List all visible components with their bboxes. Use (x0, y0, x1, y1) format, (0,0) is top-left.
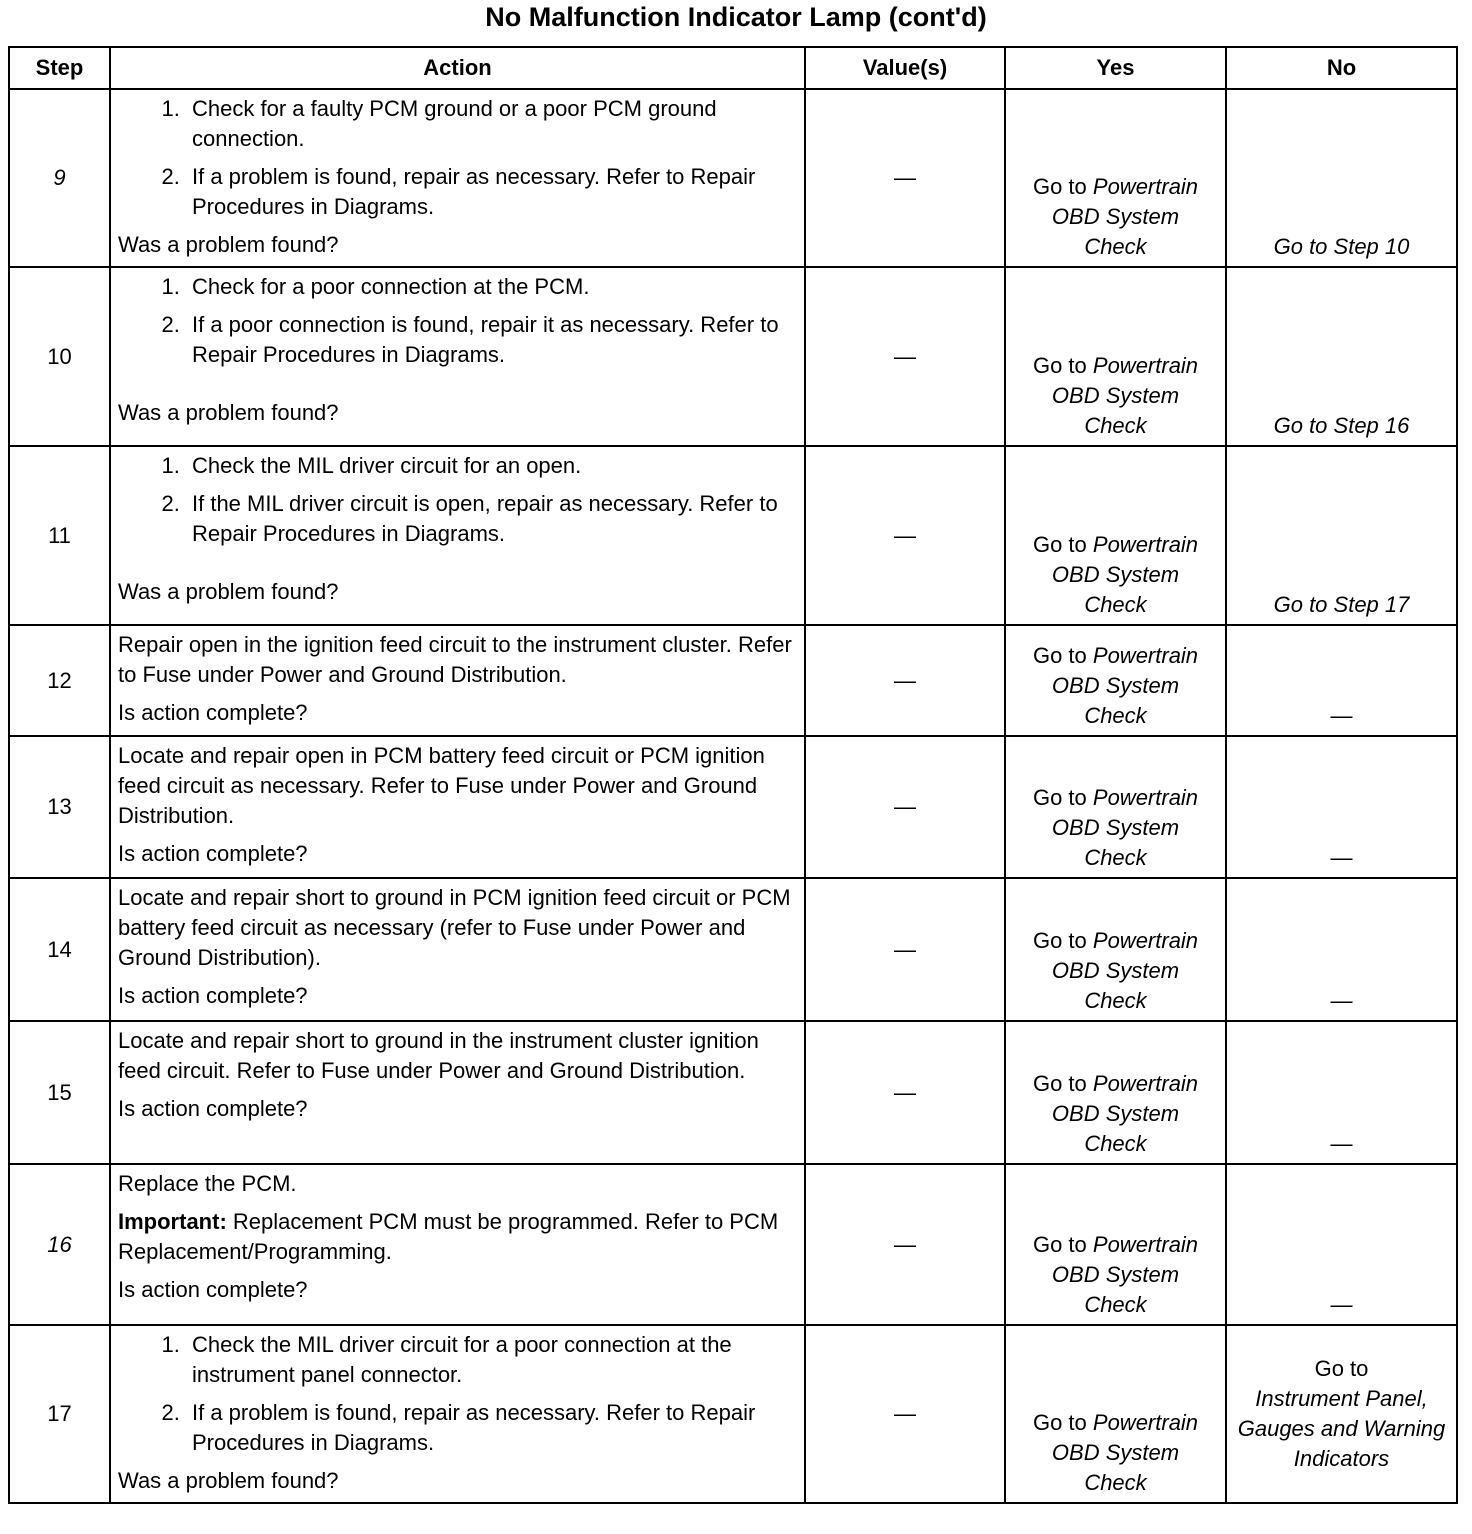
go-to-text: Go to (1032, 1071, 1087, 1096)
step-number: 16 (9, 1164, 110, 1325)
yes-target: Check (1084, 1292, 1147, 1317)
yes-target: OBD System (1051, 1101, 1180, 1126)
yes-cell (1005, 736, 1226, 878)
list-item: 1. Check for a poor connection at the PCM. (186, 272, 798, 302)
action-cell (110, 1325, 805, 1503)
no-cell: — (1226, 878, 1457, 1021)
value-cell: — (805, 736, 1005, 878)
no-cell: — (1226, 625, 1457, 736)
table-row (9, 625, 1457, 736)
action-cell (110, 1021, 805, 1164)
yes-cell (1005, 267, 1226, 446)
header-step: Step (9, 47, 110, 89)
value-cell: — (805, 878, 1005, 1021)
list-item: 2. If the MIL driver circuit is open, repair as necessary. Refer to Repair Procedures in Diagrams. (186, 489, 798, 549)
yes-cell (1005, 1164, 1226, 1325)
value-cell: — (805, 625, 1005, 736)
yes-target: OBD System (1051, 1262, 1180, 1287)
action-list (118, 272, 798, 370)
question-text: Is action complete? (118, 841, 308, 866)
go-to-text: Go to (1032, 174, 1087, 199)
no-cell: Go to Step 17 (1226, 446, 1457, 625)
step-number: 14 (9, 878, 110, 1021)
action-text: Repair open in the ignition feed circuit to the instrument cluster. Refer to Fuse under Power and Ground Distribution. (118, 632, 792, 687)
page-title: No Malfunction Indicator Lamp (cont'd) (485, 2, 987, 32)
yes-target: Check (1084, 413, 1147, 438)
table-row (9, 1164, 1457, 1325)
action-cell (110, 446, 805, 625)
header-no: No (1226, 47, 1457, 89)
go-to-text: Go to (1032, 643, 1087, 668)
action-list (118, 1330, 798, 1458)
header-values: Value(s) (805, 47, 1005, 89)
yes-target: Powertrain (1092, 1071, 1199, 1096)
yes-cell (1005, 446, 1226, 625)
yes-target: Check (1084, 845, 1147, 870)
yes-target: Check (1084, 1470, 1147, 1495)
go-to-text: Go to (1032, 785, 1087, 810)
question-text: Is action complete? (118, 1096, 308, 1121)
question-text: Is action complete? (118, 1277, 308, 1302)
go-to-text: Go to (1314, 1356, 1369, 1381)
yes-target: Check (1084, 1131, 1147, 1156)
question-text: Was a problem found? (118, 579, 339, 604)
yes-target: Check (1084, 703, 1147, 728)
no-cell: — (1226, 1164, 1457, 1325)
value-cell: — (805, 1325, 1005, 1503)
question-text: Was a problem found? (118, 232, 339, 257)
action-text: Locate and repair short to ground in PCM ignition feed circuit or PCM battery feed circuit as necessary (refer to Fuse under Power and Ground Distribution). (118, 885, 791, 970)
step-number: 12 (9, 625, 110, 736)
go-to-text: Go to (1032, 1410, 1087, 1435)
yes-target: Powertrain (1092, 174, 1199, 199)
step-number: 17 (9, 1325, 110, 1503)
table-row (9, 446, 1457, 625)
yes-cell (1005, 89, 1226, 267)
question-text: Is action complete? (118, 983, 308, 1008)
yes-target: Powertrain (1092, 1410, 1199, 1435)
go-to-text: Go to (1032, 532, 1087, 557)
yes-target: Powertrain (1092, 928, 1199, 953)
value-cell: — (805, 1021, 1005, 1164)
step-number: 11 (9, 446, 110, 625)
table-row (9, 89, 1457, 267)
action-cell (110, 878, 805, 1021)
action-cell (110, 625, 805, 736)
no-cell: — (1226, 736, 1457, 878)
list-item: 1. Check the MIL driver circuit for a poor connection at the instrument panel connector. (186, 1330, 798, 1390)
yes-target: OBD System (1051, 958, 1180, 983)
action-list (118, 94, 798, 222)
go-to-text: Go to (1032, 1232, 1087, 1257)
question-text: Was a problem found? (118, 1468, 339, 1493)
yes-target: OBD System (1051, 204, 1180, 229)
yes-target: OBD System (1051, 562, 1180, 587)
list-item: 2. If a problem is found, repair as necessary. Refer to Repair Procedures in Diagrams. (186, 1398, 798, 1458)
table-row (9, 267, 1457, 446)
yes-target: OBD System (1051, 815, 1180, 840)
value-cell: — (805, 267, 1005, 446)
table-row (9, 878, 1457, 1021)
important-text: Replacement PCM must be programmed. Refer to PCM Replacement/Programming. (118, 1209, 779, 1264)
yes-cell (1005, 878, 1226, 1021)
yes-target: Powertrain (1092, 353, 1199, 378)
yes-target: Check (1084, 988, 1147, 1013)
header-row (9, 47, 1457, 89)
no-target: Instrument Panel, Gauges and Warning Indicators (1237, 1386, 1446, 1471)
action-cell (110, 736, 805, 878)
table-row (9, 736, 1457, 878)
action-list (118, 451, 798, 549)
no-cell: Go to Step 16 (1226, 267, 1457, 446)
action-text: Replace the PCM. (118, 1171, 297, 1196)
yes-cell (1005, 625, 1226, 736)
question-text: Is action complete? (118, 700, 308, 725)
no-cell: — (1226, 1021, 1457, 1164)
important-note (118, 1207, 798, 1267)
yes-target: Powertrain (1092, 1232, 1199, 1257)
action-cell (110, 89, 805, 267)
step-number: 9 (9, 89, 110, 267)
table-row (9, 1021, 1457, 1164)
question-text: Was a problem found? (118, 400, 339, 425)
yes-target: Check (1084, 592, 1147, 617)
yes-cell (1005, 1021, 1226, 1164)
no-cell (1226, 1325, 1457, 1503)
yes-target: OBD System (1051, 383, 1180, 408)
yes-target: OBD System (1051, 1440, 1180, 1465)
action-text: Locate and repair open in PCM battery feed circuit or PCM ignition feed circuit as necessary. Refer to Fuse under Power and Ground Distribution. (118, 743, 765, 828)
header-yes: Yes (1005, 47, 1226, 89)
list-item: 1. Check the MIL driver circuit for an open. (186, 451, 798, 481)
action-cell (110, 267, 805, 446)
action-cell (110, 1164, 805, 1325)
important-label: Important: (118, 1209, 227, 1234)
value-cell: — (805, 446, 1005, 625)
list-item: 2. If a poor connection is found, repair it as necessary. Refer to Repair Procedures in Diagrams. (186, 310, 798, 370)
step-number: 13 (9, 736, 110, 878)
yes-cell (1005, 1325, 1226, 1503)
value-cell: — (805, 1164, 1005, 1325)
list-item: 1. Check for a faulty PCM ground or a poor PCM ground connection. (186, 94, 798, 154)
yes-target: Powertrain (1092, 643, 1199, 668)
value-cell: — (805, 89, 1005, 267)
yes-target: Powertrain (1092, 532, 1199, 557)
table-row (9, 1325, 1457, 1503)
diagnostic-table (8, 46, 1458, 1504)
go-to-text: Go to (1032, 928, 1087, 953)
go-to-text: Go to (1032, 353, 1087, 378)
no-cell: Go to Step 10 (1226, 89, 1457, 267)
header-action: Action (110, 47, 805, 89)
yes-target: Check (1084, 234, 1147, 259)
step-number: 10 (9, 267, 110, 446)
yes-target: Powertrain (1092, 785, 1199, 810)
action-text: Locate and repair short to ground in the instrument cluster ignition feed circuit. Refer to Fuse under Power and Ground Distribution. (118, 1028, 759, 1083)
yes-target: OBD System (1051, 673, 1180, 698)
list-item: 2. If a problem is found, repair as necessary. Refer to Repair Procedures in Diagrams. (186, 162, 798, 222)
step-number: 15 (9, 1021, 110, 1164)
